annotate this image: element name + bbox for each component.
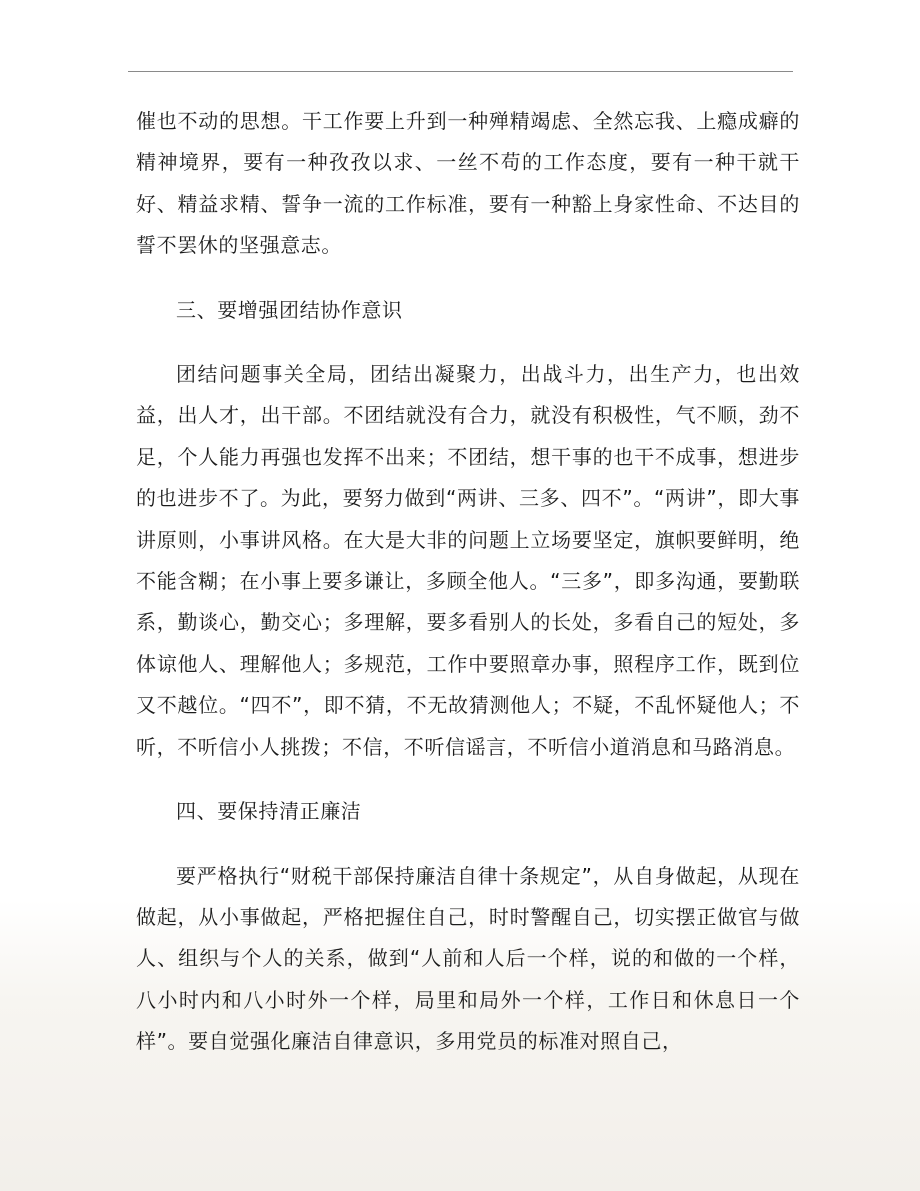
paragraph-unity: 团结问题事关全局，团结出凝聚力，出战斗力，出生产力，也出效益，出人才，出干部。不团结就没有合力，就没有积极性，气不顺，劲不足，个人能力再强也发挥不出来；不团结，想干事的也干不成事，想进步的也进步不了。为此，要努力做到“两讲、三多、四不”。“两讲”，即大事讲原则，小事讲风格。在大是大非的问题上立场要坚定，旗帜要鲜明，绝不能含糊；在小事上要多谦让，多顾全他人。“三多”，即多沟通，要勤联系，勤谈心，勤交心；多理解，要多看别人的长处，多看自己的短处，多体谅他人、理解他人；多规范，工作中要照章办事，照程序工作，既到位又不越位。“四不”，即不猜，不无故猜测他人；不疑，不乱怀疑他人；不听，不听信小人挑拨；不信，不听信谣言，不听信小道消息和马路消息。 bbox=[136, 362, 800, 759]
section-heading-3: 三、要增强团结协作意识 bbox=[176, 297, 403, 322]
paragraph-continuation: 催也不动的思想。干工作要上升到一种殚精竭虑、全然忘我、上瘾成癖的精神境界，要有一种孜孜以求、一丝不苟的工作态度，要有一种干就干好、精益求精、誓争一流的工作标准，要有一种豁上身家性命、不达目的誓不罢休的坚强意志。 bbox=[136, 109, 800, 258]
section-heading-4: 四、要保持清正廉洁 bbox=[176, 799, 362, 824]
paragraph-integrity: 要严格执行“财税干部保持廉洁自律十条规定”，从自身做起，从现在做起，从小事做起，严格把握住自己，时时警醒自己，切实摆正做官与做人、组织与个人的关系，做到“人前和人后一个样，说的和做的一个样，八小时内和八小时外一个样，局里和局外一个样，工作日和休息日一个样”。要自觉强化廉洁自律意识，多用党员的标准对照自己， bbox=[136, 863, 800, 1054]
header-rule bbox=[128, 71, 793, 72]
document-body bbox=[136, 101, 800, 1063]
